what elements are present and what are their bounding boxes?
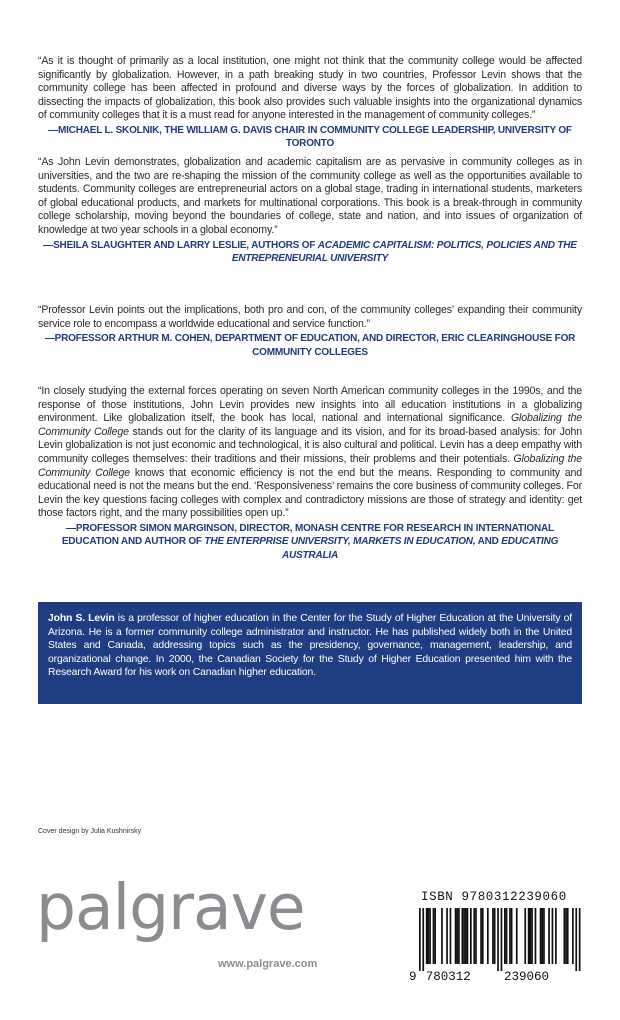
barcode-bar xyxy=(492,908,494,964)
endorsement-quote xyxy=(38,55,582,151)
barcode-bar xyxy=(555,908,557,964)
quote-text xyxy=(38,55,582,123)
barcode-bar xyxy=(579,908,581,971)
barcode-bar xyxy=(465,908,467,964)
endorsement-quote xyxy=(38,385,582,562)
text-run: —PROFESSOR ARTHUR M. COHEN, DEPARTMENT OF EDUCATION, AND DIRECTOR, ERIC CLEARINGHOUSE FOR COMMUNITY COLLEGES xyxy=(44,333,576,358)
italic-title: THE ENTERPRISE UNIVERSITY, MARKETS IN EDUCATION, xyxy=(204,536,476,548)
barcode-digits: 780312 xyxy=(425,970,471,984)
barcode-bar xyxy=(506,908,508,964)
publisher-website: www.palgrave.com xyxy=(218,958,318,970)
barcode-bar xyxy=(572,908,574,964)
barcode-bar xyxy=(494,908,496,964)
italic-title: Globalizing the Community College xyxy=(38,452,582,479)
barcode-bar xyxy=(455,908,457,964)
barcode-bar xyxy=(528,908,530,964)
palgrave-logo: palgrave xyxy=(36,871,305,944)
barcode-bar xyxy=(426,908,428,964)
barcode-bar xyxy=(511,908,513,964)
barcode-bar xyxy=(543,908,545,964)
barcode-bar xyxy=(419,908,421,971)
barcode-bar xyxy=(575,908,577,971)
barcode-bar xyxy=(531,908,533,964)
barcode-bar xyxy=(535,908,537,964)
barcode-bar xyxy=(467,908,469,964)
barcode-bar xyxy=(565,908,567,964)
quote-text xyxy=(38,304,582,331)
author-name: John S. Levin xyxy=(48,613,115,624)
barcode-bar xyxy=(446,908,448,964)
barcode-bar xyxy=(422,908,424,971)
barcode-bar xyxy=(433,908,435,964)
text-run: “Professor Levin points out the implications, both pro and con, of the community colleges’ expanding their community service role to encompass a worldwide educational and service function.” xyxy=(38,304,582,330)
text-run: —PROFESSOR SIMON MARGINSON, DIRECTOR, MONASH CENTRE FOR RESEARCH IN INTERNATIONAL EDUCATION AND AUTHOR OF xyxy=(61,522,554,548)
barcode-bar xyxy=(473,908,475,964)
text-run: —MICHAEL L. SKOLNIK, THE WILLIAM G. DAVIS CHAIR IN COMMUNITY COLLEGE LEADERSHIP, UNIVERSITY OF TORONTO xyxy=(48,124,572,150)
barcode-bar xyxy=(429,908,431,964)
quote-attribution xyxy=(38,332,582,359)
barcode-digits: 9 xyxy=(409,970,417,984)
endorsement-quote xyxy=(38,304,582,359)
barcode-bar xyxy=(441,908,443,964)
italic-title: EDUCATING AUSTRALIA xyxy=(282,536,559,561)
barcode-bar xyxy=(458,908,460,964)
text-run: “As it is thought of primarily as a local institution, one might not think that the community college would be affected significantly by globalization. However, in a path breaking study in two countries, Professor Levin shows that the community college has been affected in profound and diverse ways by the forces of globalization. In addition to dissecting the impacts of globalization, this book also provides such valuable insights into the organizational dynamics of community colleges that it is a must read for anyone interested in the management of community colleges.” xyxy=(38,55,582,122)
barcode-bar xyxy=(567,908,569,964)
quote-attribution xyxy=(38,239,582,266)
cover-credit: Cover design by Julia Kushnirsky xyxy=(38,828,142,835)
barcode-bar xyxy=(463,908,465,964)
author-bio-text: is a professor of higher education in the Center for the Study of Higher Education at the University of Arizona. He is a former community college administrator and instructor. He has published widely both in the United States and Canada, addressing topics such as the presidency, governance, management, leadership, and organizational change. In 2000, the Canadian Society for the Study of Higher Education presented him with the Research Award for his work on Canadian higher education. xyxy=(48,613,572,679)
isbn-barcode xyxy=(408,890,586,990)
text-run: “In closely studying the external forces operating on seven North American community colleges in the 1990s, and the response of those institutions, John Levin provides new insights into all education institutions in a globalizing environment. Like globalization itself, the book has local, national and international significance. xyxy=(38,385,582,425)
barcode-bar xyxy=(504,908,506,964)
barcode-bar xyxy=(509,908,511,964)
barcode-bar xyxy=(548,908,550,964)
quote-attribution xyxy=(38,522,582,562)
quote-attribution xyxy=(38,124,582,151)
barcode-bar xyxy=(541,908,543,964)
barcode-bar xyxy=(470,908,472,964)
barcode-bar xyxy=(482,908,484,964)
author-bio-box xyxy=(38,602,582,704)
quote-text xyxy=(38,156,582,238)
barcode-bar xyxy=(456,908,458,964)
barcode-bar xyxy=(428,908,430,964)
isbn-label: ISBN 9780312239060 xyxy=(421,890,567,904)
barcode-bar xyxy=(497,908,499,971)
barcode-graphic xyxy=(408,908,586,990)
text-run: —SHEILA SLAUGHTER AND LARRY LESLIE, AUTHORS OF xyxy=(43,239,318,251)
barcode-bar xyxy=(516,908,518,964)
quote-text xyxy=(38,385,582,521)
text-run: knows that economic efficiency is not the end but the means. Responding to community and educational need is not the means but the end. ‘Responsiveness’ remains the core business of community colleges. For Levin the key questions facing colleges with complex and contradictory missions are those of strategy and identity: get those factors right, and the many possibilities open up.” xyxy=(38,466,583,520)
barcode-bar xyxy=(524,908,526,964)
text-run: AND xyxy=(475,536,502,548)
barcode-bar xyxy=(540,908,542,964)
barcode-digits: 239060 xyxy=(504,970,550,984)
barcode-bar xyxy=(501,908,503,971)
barcode-bar xyxy=(487,908,489,964)
author-bio xyxy=(48,612,572,680)
italic-title: Globalizing the Community College xyxy=(38,412,582,438)
barcode-bar xyxy=(552,908,554,964)
barcode-bar xyxy=(462,908,464,964)
barcode-bar xyxy=(434,908,436,964)
barcode-bar xyxy=(564,908,566,964)
barcode-bar xyxy=(530,908,532,964)
italic-title: ACADEMIC CAPITALISM: POLITICS, POLICIES AND THE ENTREPRENEURIAL UNIVERSITY xyxy=(231,239,577,264)
text-run: “As John Levin demonstrates, globalization and academic capitalism are as pervasive in community colleges as in universities, and the two are re-shaping the mission of the community college as well as the opportunities available to students. Community colleges are entrepreneurial actors on a global stage, trading in international students, marketers of global educational products, and markets for multinational corporations. This book is a break-through in community college scholarship, moving beyond the boundaries of college, state and nation, and into issues of organization of knowledge at two year schools in a global economy.” xyxy=(38,156,582,236)
barcode-bar xyxy=(450,908,452,964)
barcode-bar xyxy=(475,908,477,964)
endorsement-quote xyxy=(38,156,582,265)
text-run: stands out for the clarity of its language and its vision, and for its broad-based analysis: for John Levin globalization is not just economic and technological, it is also cultural and political. Levin has a deep empathy with community colleges themselves: their traditions and their missions, their problems and their potentials. xyxy=(38,425,582,465)
barcode-bar xyxy=(480,908,482,964)
